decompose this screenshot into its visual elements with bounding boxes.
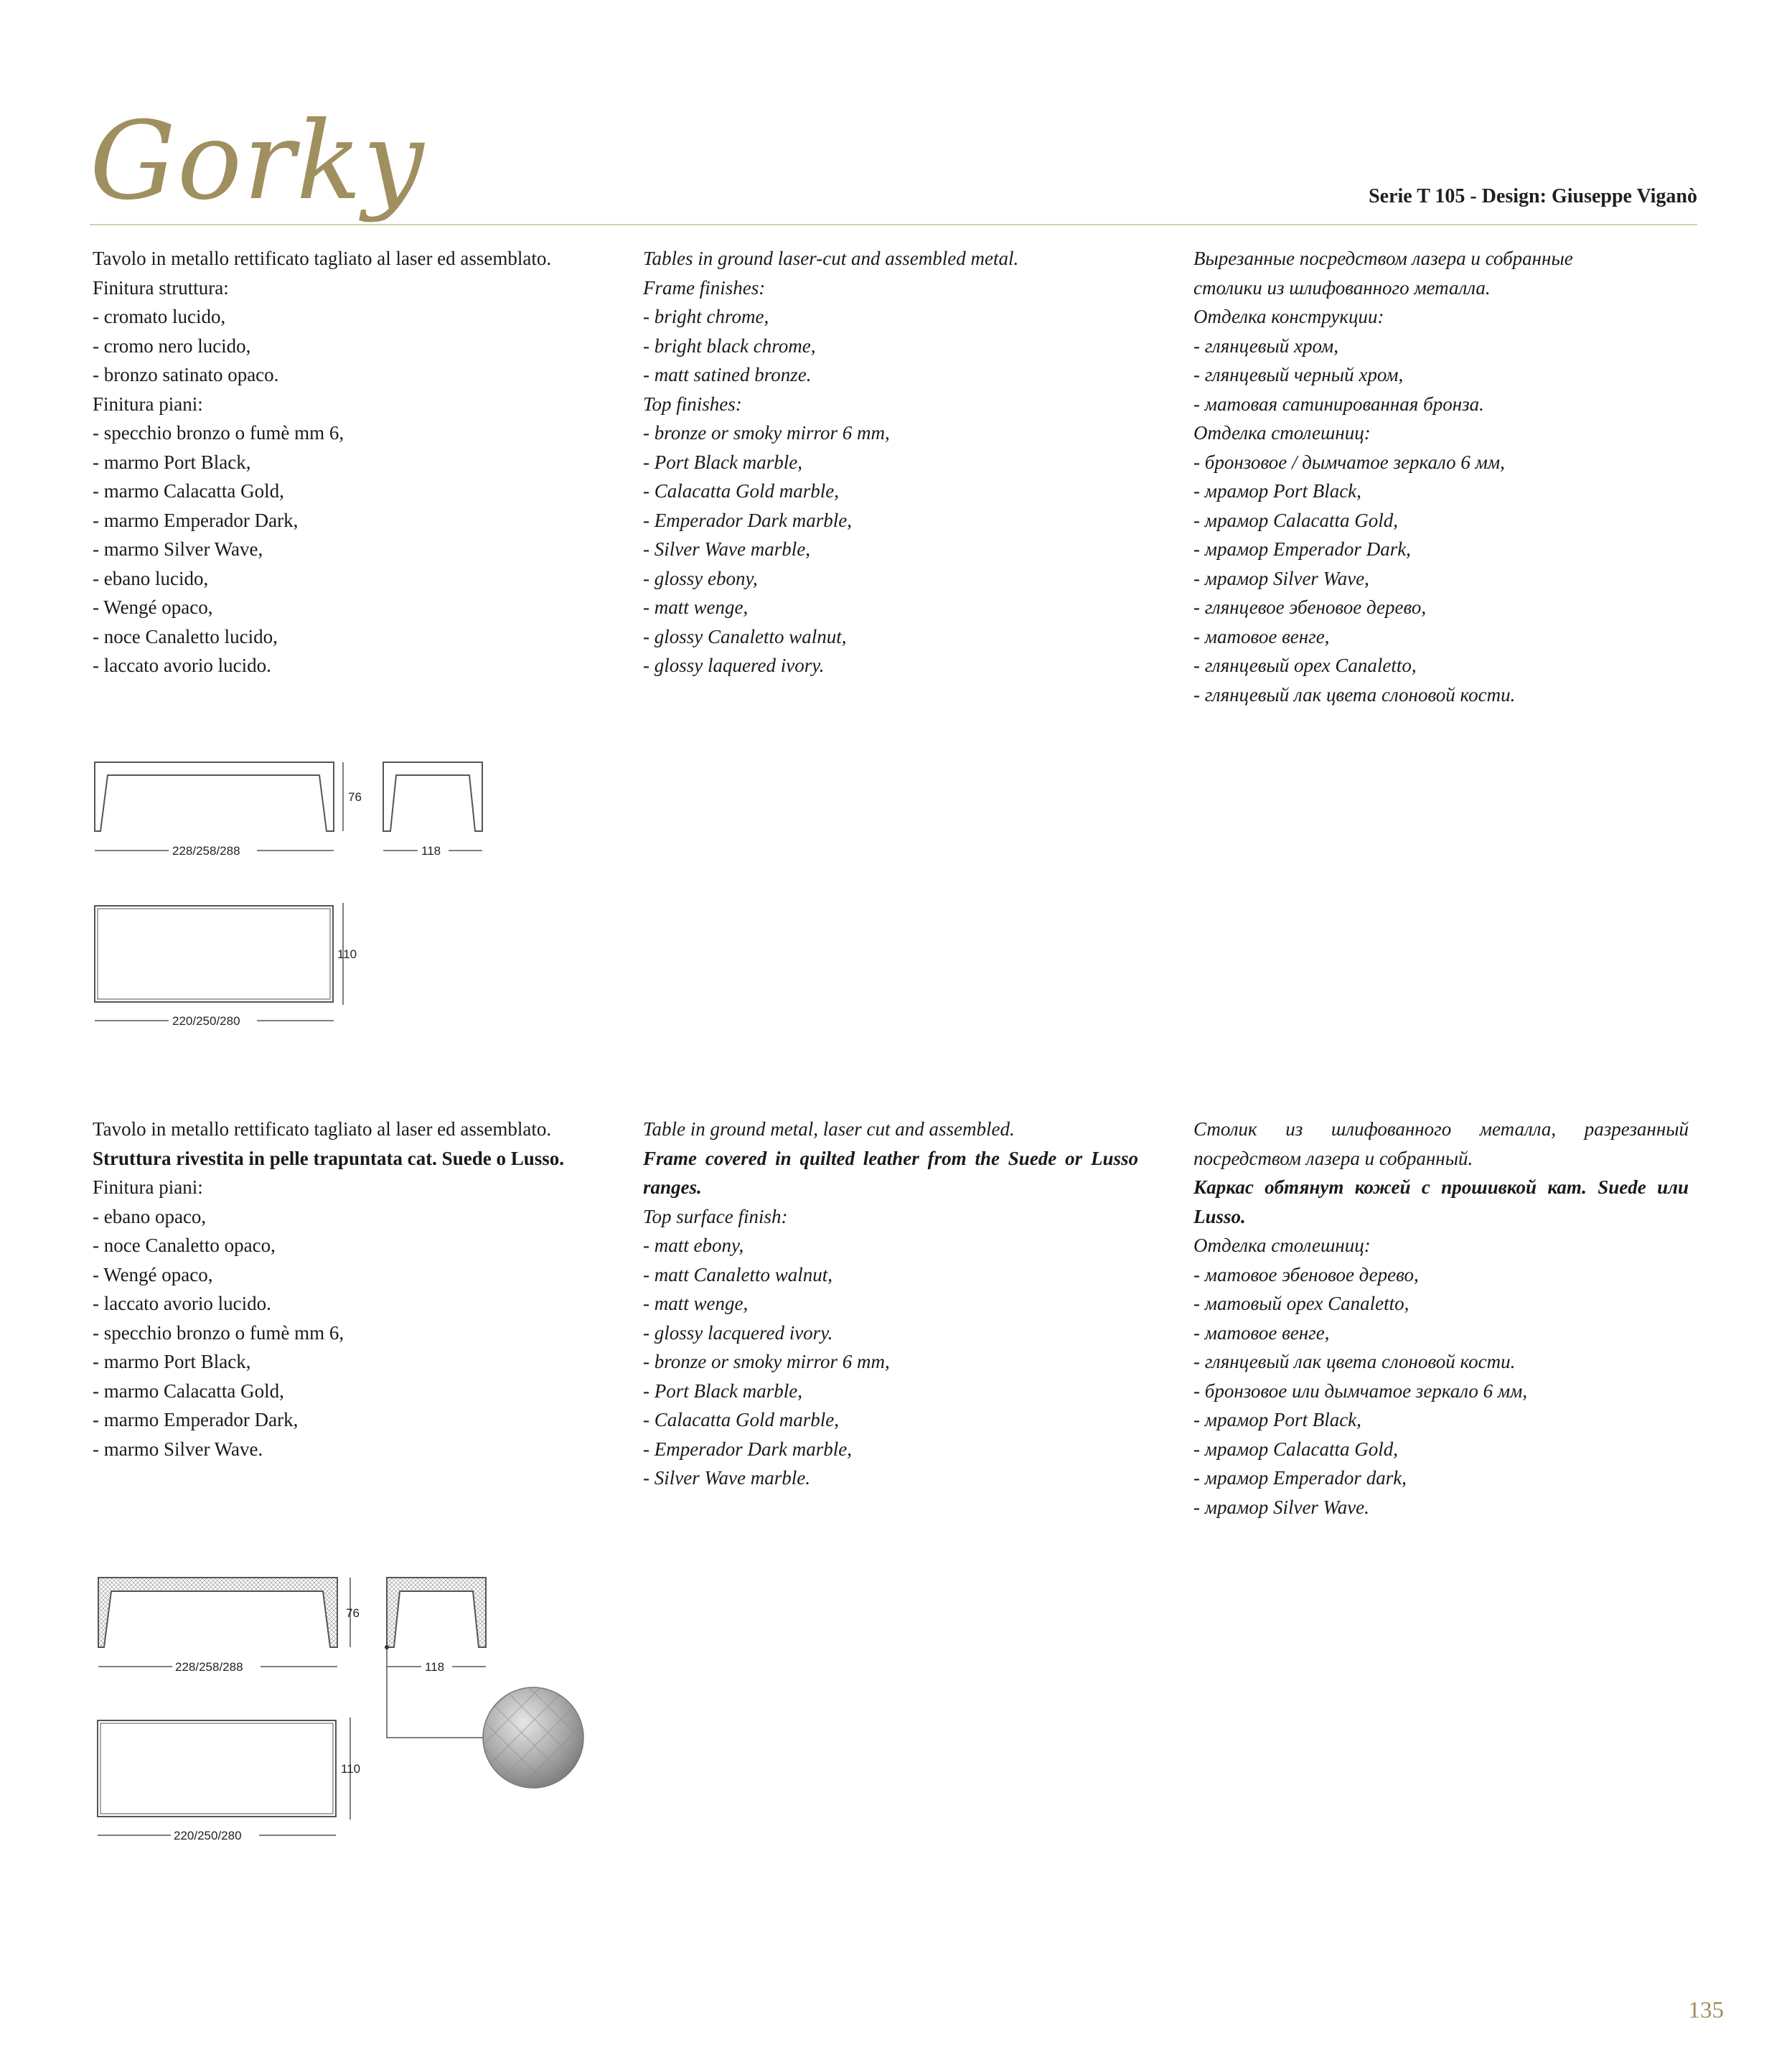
text-line: - matt wenge, (643, 596, 749, 618)
text-line: - Wengé opaco, (93, 1263, 213, 1285)
height-label: 76 (346, 1606, 360, 1620)
text-line: - marmo Emperador Dark, (93, 1409, 299, 1430)
text-line: - мрамор Port Black, (1193, 480, 1361, 502)
text-line: - laccato avorio lucido. (93, 1293, 271, 1314)
text-line: - глянцевый лак цвета слоновой кости. (1193, 683, 1516, 706)
text-line: Finitura piani: (93, 393, 203, 415)
top-plan-view (95, 906, 333, 1002)
header-divider (90, 224, 1697, 225)
top-depth-label: 110 (341, 1762, 361, 1776)
text-line: Finitura struttura: (93, 276, 229, 299)
text-line: - Port Black marble, (643, 1380, 802, 1402)
text-line: - marmo Emperador Dark, (93, 509, 299, 531)
text-bold: Каркас обтянут кожей с прошивкой кат. Suede или Lusso. (1193, 1176, 1689, 1227)
text-line: - матовая сатинированная бронза. (1193, 393, 1484, 415)
text-line: Отделка столешниц: (1193, 1235, 1371, 1256)
text-line: - glossy laquered ivory. (643, 655, 825, 676)
text-line: - matt Canaletto walnut, (643, 1263, 833, 1285)
top-depth-label: 110 (337, 947, 357, 961)
text-intro: Столик из шлифованного металла, разрезанный посредством лазера и собранный. (1193, 1118, 1689, 1169)
text-line: Отделка столешниц: (1193, 422, 1371, 444)
text-line: - бронзовое / дымчатое зеркало 6 мм, (1193, 451, 1505, 473)
text-line: - glossy Canaletto walnut, (643, 625, 847, 647)
section1-technical-drawing (86, 746, 502, 1048)
text-line: Top surface finish: (643, 1205, 788, 1227)
text-line: - матовое эбеновое дерево, (1193, 1263, 1419, 1285)
text-line: Top finishes: (643, 393, 742, 415)
text-line: - Silver Wave marble. (643, 1467, 810, 1489)
section1-russian-text (1193, 244, 1689, 709)
text-line: - мрамор Emperador dark, (1193, 1467, 1407, 1489)
section2-english-text (643, 1115, 1138, 1493)
side-width-label: 228/258/288 (175, 1660, 243, 1674)
text-line: - глянцевый черный хром, (1193, 364, 1404, 385)
text-line: Вырезанные посредством лазера и собранные (1193, 248, 1573, 269)
section2-technical-drawing (86, 1561, 603, 1863)
side-view-short (383, 762, 482, 831)
text-line: - Port Black marble, (643, 451, 802, 473)
text-line: - матовое венге, (1193, 1321, 1330, 1344)
side-width-label: 228/258/288 (172, 844, 240, 858)
top-width-label: 220/250/280 (174, 1829, 242, 1842)
text-line: - glossy lacquered ivory. (643, 1321, 833, 1344)
text-line: - matt satined bronze. (643, 364, 812, 385)
text-line: - laccato avorio lucido. (93, 655, 271, 676)
text-line: - marmo Silver Wave. (93, 1438, 263, 1460)
text-line: - matt wenge, (643, 1293, 749, 1314)
text-line: - bronze or smoky mirror 6 mm, (643, 1351, 890, 1372)
text-line: Tavolo in metallo rettificato tagliato al laser ed assemblato. (93, 1118, 552, 1140)
text-line: Frame finishes: (643, 276, 766, 299)
height-label: 76 (348, 790, 362, 804)
text-line: - Emperador Dark marble, (643, 509, 852, 531)
text-line: - marmo Port Black, (93, 451, 251, 473)
section1-italian-text (93, 244, 588, 680)
text-line: - specchio bronzo o fumè mm 6, (93, 1321, 344, 1344)
text-line: - мрамор Port Black, (1193, 1409, 1361, 1430)
text-line: - ebano lucido, (93, 567, 209, 589)
text-line: - noce Canaletto lucido, (93, 625, 278, 647)
text-line: - Calacatta Gold marble, (643, 480, 839, 502)
text-line: - marmo Port Black, (93, 1351, 251, 1372)
top-plan-view (98, 1720, 336, 1817)
text-line: - cromato lucido, (93, 306, 226, 327)
text-bold: Frame covered in quilted leather from the Suede or Lusso ranges. (643, 1147, 1138, 1198)
text-line: - ebano opaco, (93, 1205, 207, 1227)
text-line: - матовое венге, (1193, 625, 1330, 647)
text-line: Tables in ground laser-cut and assembled metal. (643, 248, 1019, 269)
text-line: - marmo Silver Wave, (93, 538, 263, 560)
text-line: - glossy ebony, (643, 567, 758, 589)
text-line: - глянцевый хром, (1193, 334, 1338, 357)
text-line: - мрамор Silver Wave, (1193, 567, 1369, 589)
text-line: - bronze or smoky mirror 6 mm, (643, 422, 890, 444)
text-bold: Struttura rivestita in pelle trapuntata cat. Suede o Lusso. (93, 1147, 564, 1169)
text-line: - bright black chrome, (643, 334, 816, 357)
text-line: - marmo Calacatta Gold, (93, 480, 284, 502)
text-line: Отделка конструкции: (1193, 306, 1384, 327)
series-designer: Serie T 105 - Design: Giuseppe Viganò (1369, 185, 1697, 207)
text-line: - specchio bronzo o fumè mm 6, (93, 422, 344, 444)
text-line: - матовый орех Canaletto, (1193, 1293, 1409, 1314)
text-line: - мрамор Calacatta Gold, (1193, 509, 1398, 531)
text-line: - Calacatta Gold marble, (643, 1409, 839, 1430)
section2-italian-text (93, 1115, 588, 1463)
text-line: - глянцевый орех Canaletto, (1193, 655, 1417, 676)
brand-logo: Gorky (90, 99, 426, 224)
text-line: - мрамор Emperador Dark, (1193, 538, 1411, 560)
section1-english-text (643, 244, 1138, 680)
text-line: - мрамор Calacatta Gold, (1193, 1438, 1398, 1460)
text-line: Table in ground metal, laser cut and assembled. (643, 1118, 1015, 1140)
text-line: - marmo Calacatta Gold, (93, 1380, 284, 1402)
text-line: - matt ebony, (643, 1235, 744, 1256)
detail-leader-dot (385, 1645, 389, 1649)
top-width-label: 220/250/280 (172, 1014, 240, 1028)
section2-russian-text (1193, 1115, 1689, 1522)
side-view-long (95, 762, 334, 831)
quilted-leather-detail (483, 1687, 583, 1788)
text-line: - noce Canaletto opaco, (93, 1235, 276, 1256)
side-view-long-quilted (98, 1578, 337, 1647)
text-line: - Silver Wave marble, (643, 538, 810, 560)
side-view-short-quilted (387, 1578, 486, 1647)
text-line: - cromo nero lucido, (93, 334, 251, 357)
text-line: - бронзовое или дымчатое зеркало 6 мм, (1193, 1380, 1528, 1402)
text-line: - bronzo satinato opaco. (93, 364, 279, 385)
depth-side-label: 118 (425, 1660, 445, 1674)
page-number: 135 (1688, 1997, 1724, 2023)
text-line: - глянцевое эбеновое дерево, (1193, 596, 1427, 618)
text-line: столики из шлифованного металла. (1193, 276, 1491, 299)
text-line: Tavolo in metallo rettificato tagliato al laser ed assemblato. (93, 248, 552, 269)
text-line: - Wengé opaco, (93, 596, 213, 618)
text-line: Finitura piani: (93, 1176, 203, 1198)
text-line: - Emperador Dark marble, (643, 1438, 852, 1460)
depth-side-label: 118 (421, 844, 441, 858)
text-line: - глянцевый лак цвета слоновой кости. (1193, 1351, 1516, 1372)
text-line: - bright chrome, (643, 306, 769, 327)
text-line: - мрамор Silver Wave. (1193, 1496, 1369, 1518)
